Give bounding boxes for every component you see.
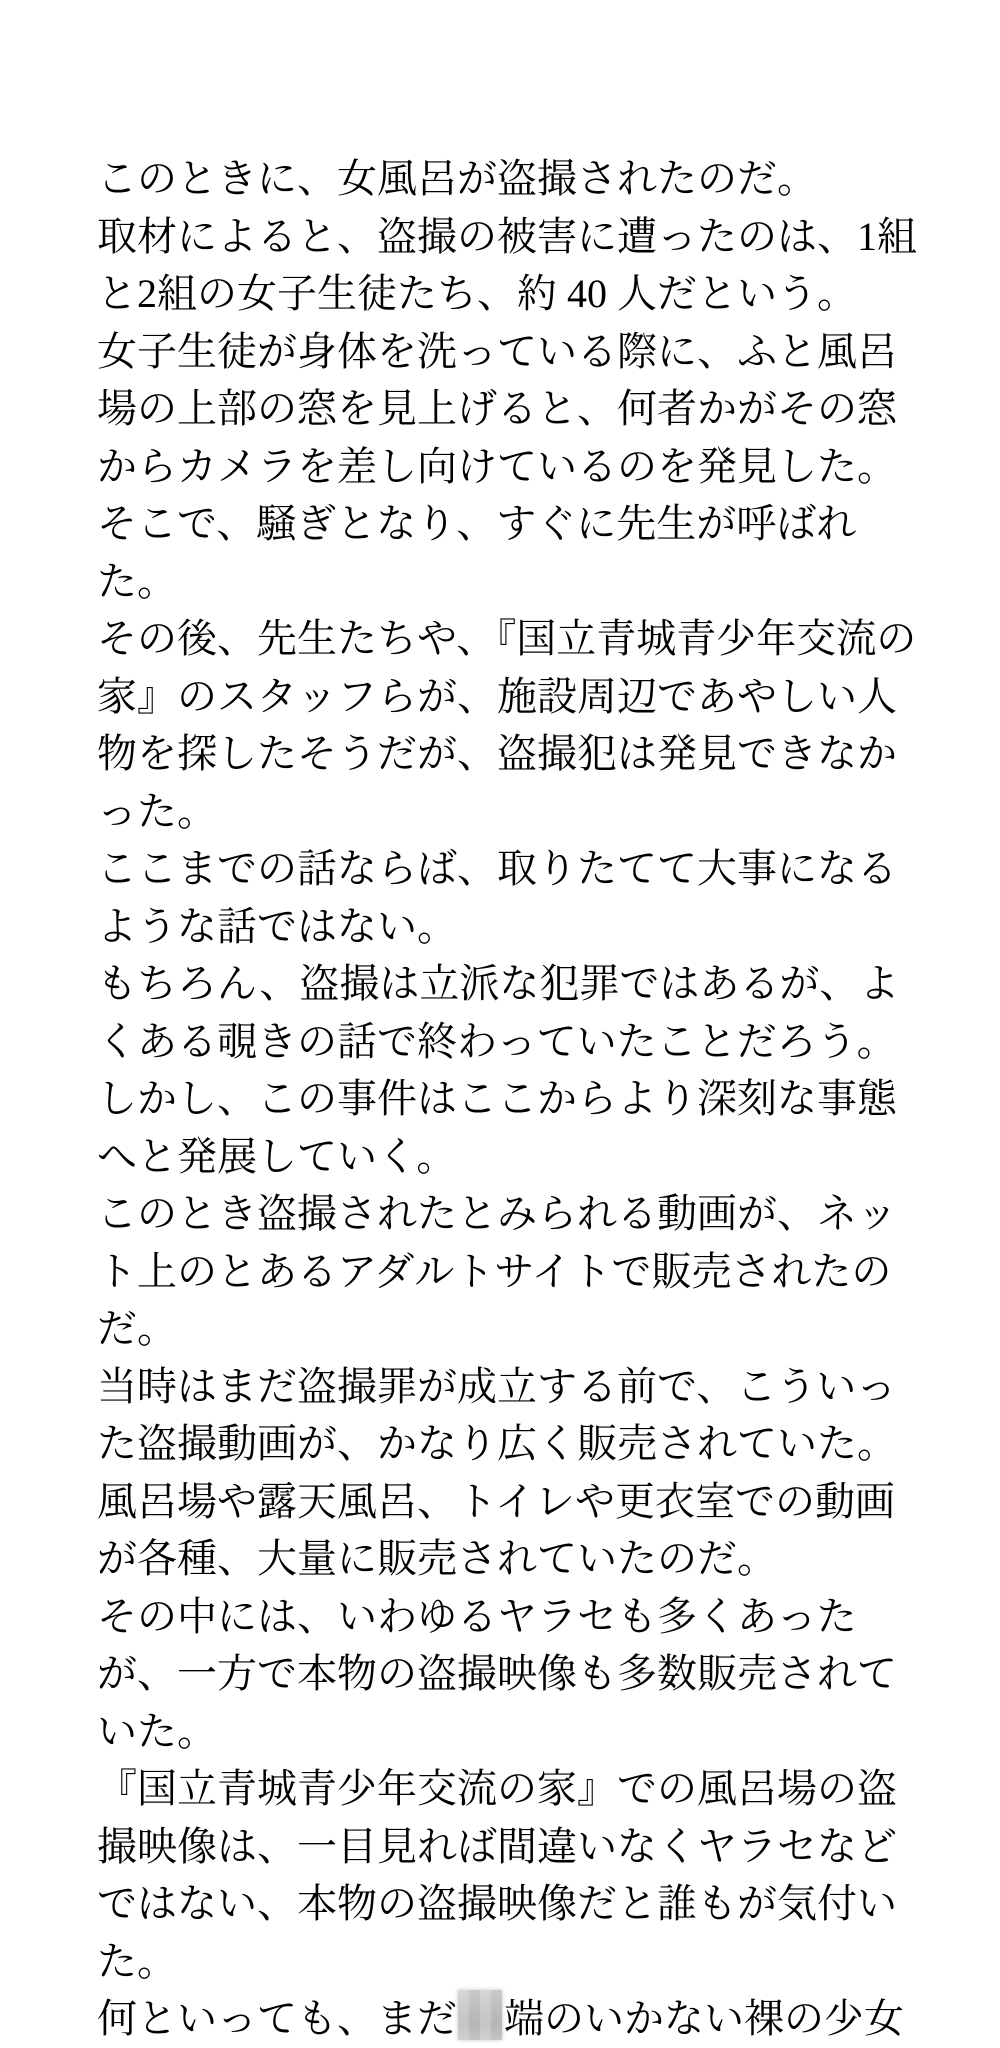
paragraph: しかし、この事件はここからより深刻な事態へと発展していく。 (97, 1076, 897, 1179)
paragraph: ここまでの話ならば、取りたてて大事になるような話ではない。 (97, 846, 897, 949)
paragraph: その後、先生たちや、『国立青城青少年交流の家』のスタッフらが、施設周辺であやしい人物を探したそうだが、盗撮犯は発見できなかった。 (97, 616, 917, 834)
paragraph: もちろん、盗撮は立派な犯罪ではあるが、よくある覗きの話で終わっていたことだろう。 (97, 961, 900, 1064)
paragraph: 当時はまだ盗撮罪が成立する前で、こういった盗撮動画が、かなり広く販売されていた。 (97, 1363, 897, 1466)
censor-mosaic-block (458, 1990, 502, 2040)
article-text (97, 150, 919, 2048)
paragraph: そこで、騒ぎとなり、すぐに先生が呼ばれた。 (97, 501, 857, 604)
paragraph: 『国立青城青少年交流の家』での風呂場の盗撮映像は、一目見れば間違いなくヤラセなどではない、本物の盗撮映像だと誰もが気付いた。 (97, 1766, 897, 1984)
paragraph: このとき盗撮されたとみられる動画が、ネット上のとあるアダルトサイトで販売されたのだ。 (97, 1191, 897, 1351)
paragraph: 風呂場や露天風呂、トイレや更衣室での動画が各種、大量に販売されていたのだ。 (97, 1478, 895, 1581)
paragraph: このときに、女風呂が盗撮されたのだ。 (97, 156, 817, 201)
paragraph: 女子生徒が身体を洗っている際に、ふと風呂場の上部の窓を見上げると、何者かがその窓からカメラを差し向けているのを発見した。 (97, 328, 897, 489)
censored-paragraph-suffix: 端のいかない裸の少女 (504, 1996, 904, 2041)
paragraph: 取材によると、盗撮の被害に遭ったのは、1組と2組の女子生徒たち、約 40 人だという。 (97, 213, 917, 316)
paragraph: その中には、いわゆるヤラセも多くあったが、一方で本物の盗撮映像も多数販売されていた。 (97, 1593, 897, 1754)
paragraph-censored (97, 1990, 919, 2048)
censored-paragraph-prefix: 何といっても、まだ (97, 1996, 457, 2041)
paragraph-list (97, 150, 919, 1990)
